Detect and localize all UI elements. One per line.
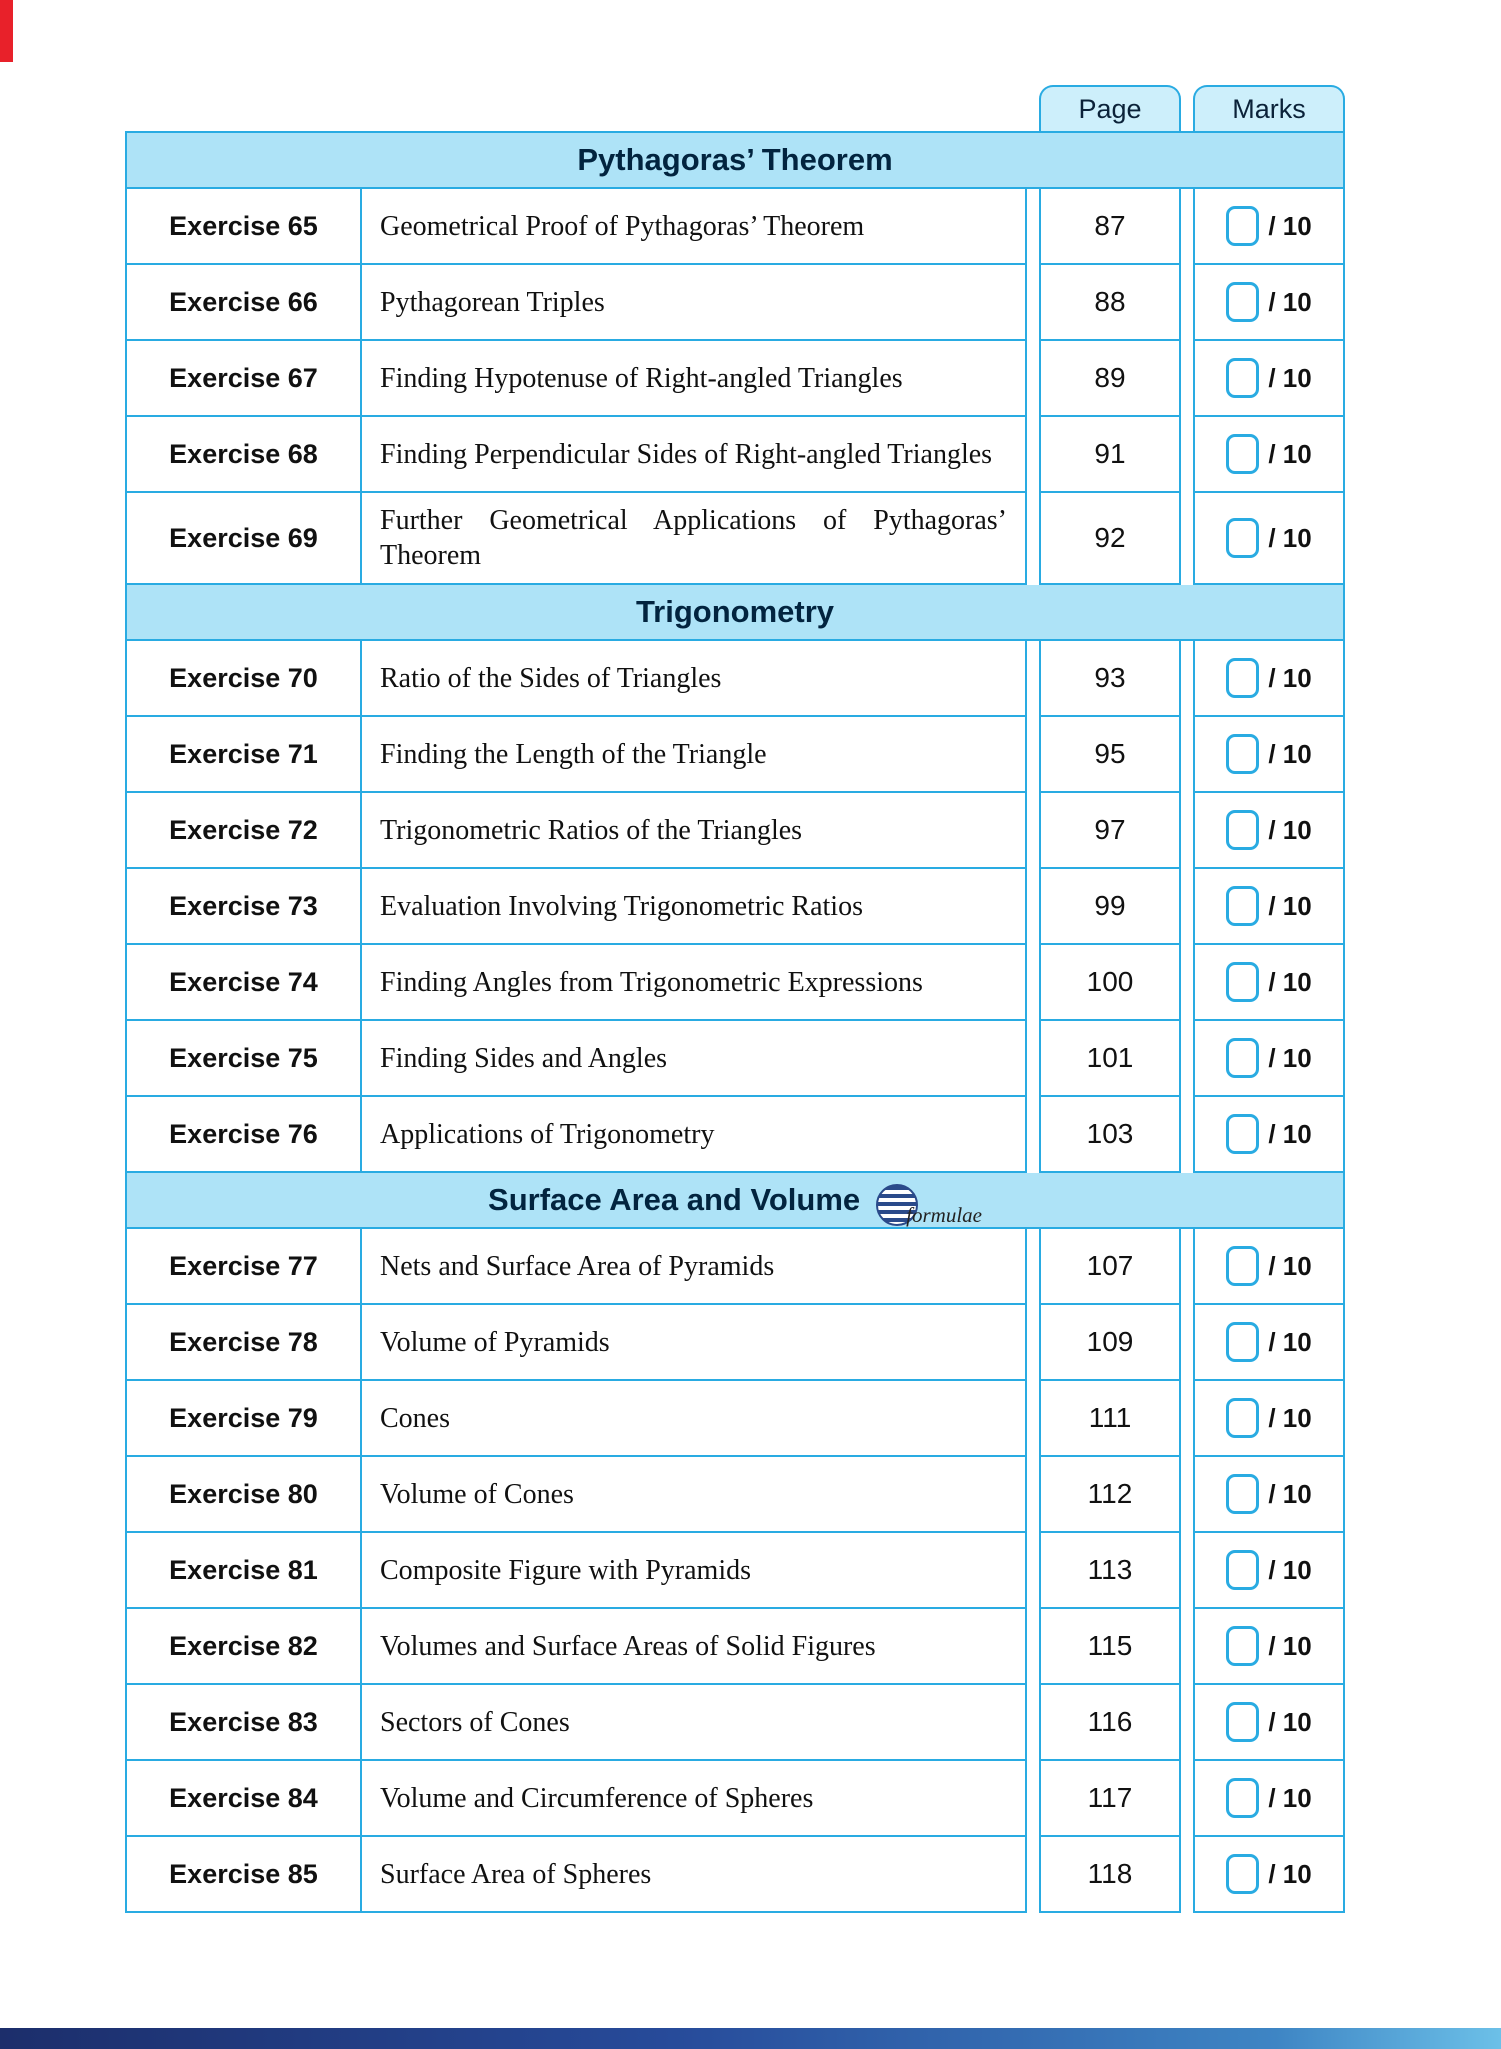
page-cell	[1039, 945, 1181, 1021]
exercise-label: Exercise 78	[169, 1326, 318, 1357]
exercise-title-cell	[362, 1229, 1027, 1305]
marks-cell	[1193, 1761, 1345, 1837]
marks-cell	[1193, 1381, 1345, 1457]
section-title: Surface Area and Volume	[488, 1182, 861, 1217]
marks-denominator: / 10	[1268, 522, 1312, 553]
column-gap	[1181, 793, 1193, 869]
exercise-cell	[125, 1305, 362, 1381]
column-gap	[1027, 869, 1039, 945]
page-number: 99	[1094, 890, 1126, 921]
exercise-label: Exercise 79	[169, 1402, 318, 1433]
marks-checkbox[interactable]	[1226, 658, 1259, 698]
column-gap	[1027, 1685, 1039, 1761]
page-cell	[1039, 1021, 1181, 1097]
footer-bar	[0, 2028, 1501, 2049]
column-gap	[1027, 417, 1039, 493]
marks-denominator: / 10	[1268, 1706, 1312, 1737]
marks-denominator: / 10	[1268, 362, 1312, 393]
exercise-cell	[125, 1381, 362, 1457]
marks-denominator: / 10	[1268, 438, 1312, 469]
exercise-title: Finding Sides and Angles	[380, 1042, 668, 1074]
exercise-cell	[125, 265, 362, 341]
exercise-title-cell	[362, 1097, 1027, 1173]
column-gap	[1181, 1609, 1193, 1685]
column-gap	[1027, 641, 1039, 717]
column-gap	[1181, 1229, 1193, 1305]
exercise-label: Exercise 76	[169, 1118, 318, 1149]
exercise-label: Exercise 80	[169, 1478, 318, 1509]
exercise-title: Pythagorean Triples	[380, 286, 605, 318]
marks-checkbox[interactable]	[1226, 810, 1259, 850]
marks-denominator: / 10	[1268, 662, 1312, 693]
marks-denominator: / 10	[1268, 1782, 1312, 1813]
marks-denominator: / 10	[1268, 1554, 1312, 1585]
page-cell	[1039, 265, 1181, 341]
marks-cell	[1193, 793, 1345, 869]
column-gap	[1027, 1381, 1039, 1457]
page-number: 93	[1094, 662, 1126, 693]
marks-column-tab	[1193, 85, 1345, 131]
page-cell	[1039, 1229, 1181, 1305]
page-number: 91	[1094, 438, 1126, 469]
exercise-title-cell	[362, 945, 1027, 1021]
formulae-badge	[876, 1184, 982, 1226]
page-number: 87	[1094, 210, 1126, 241]
page-number: 101	[1086, 1042, 1134, 1073]
marks-denominator: / 10	[1268, 1118, 1312, 1149]
marks-denominator: / 10	[1268, 966, 1312, 997]
marks-cell	[1193, 1685, 1345, 1761]
marks-denominator: / 10	[1268, 738, 1312, 769]
exercise-title-cell	[362, 1609, 1027, 1685]
column-gap	[1027, 1609, 1039, 1685]
marks-denominator: / 10	[1268, 1630, 1312, 1661]
column-gap	[1027, 1305, 1039, 1381]
marks-checkbox[interactable]	[1226, 886, 1259, 926]
page-number: 107	[1086, 1250, 1134, 1281]
exercise-title-cell	[362, 1381, 1027, 1457]
column-gap	[1181, 341, 1193, 417]
column-gap	[1181, 945, 1193, 1021]
exercise-cell	[125, 493, 362, 585]
marks-denominator: / 10	[1268, 1326, 1312, 1357]
column-gap	[1027, 189, 1039, 265]
marks-cell	[1193, 341, 1345, 417]
marks-denominator: / 10	[1268, 210, 1312, 241]
marks-checkbox[interactable]	[1226, 1246, 1259, 1286]
marks-cell	[1193, 1837, 1345, 1913]
exercise-title-cell	[362, 417, 1027, 493]
exercise-label: Exercise 73	[169, 890, 318, 921]
column-gap	[1181, 1457, 1193, 1533]
page-number: 103	[1086, 1118, 1134, 1149]
page-number: 97	[1094, 814, 1126, 845]
column-gap	[1027, 1457, 1039, 1533]
marks-cell	[1193, 1229, 1345, 1305]
exercise-title: Finding the Length of the Triangle	[380, 738, 767, 770]
page-number: 95	[1094, 738, 1126, 769]
marks-checkbox[interactable]	[1226, 282, 1259, 322]
formulae-badge-label: formulae	[906, 1203, 982, 1227]
marks-cell	[1193, 1021, 1345, 1097]
page-cell	[1039, 1685, 1181, 1761]
page-cell	[1039, 1837, 1181, 1913]
marks-cell	[1193, 189, 1345, 265]
marks-checkbox[interactable]	[1226, 1474, 1259, 1514]
column-gap	[1181, 1685, 1193, 1761]
section-header	[125, 585, 1345, 641]
exercise-title-cell	[362, 1761, 1027, 1837]
marks-cell	[1193, 1533, 1345, 1609]
exercise-title: Trigonometric Ratios of the Triangles	[380, 814, 803, 846]
exercise-label: Exercise 81	[169, 1554, 318, 1585]
marks-checkbox[interactable]	[1226, 734, 1259, 774]
exercise-cell	[125, 869, 362, 945]
exercise-cell	[125, 189, 362, 265]
exercise-label: Exercise 67	[169, 362, 318, 393]
page-tab-label: Page	[1078, 93, 1142, 124]
exercise-label: Exercise 83	[169, 1706, 318, 1737]
marks-denominator: / 10	[1268, 814, 1312, 845]
exercise-cell	[125, 1761, 362, 1837]
exercise-cell	[125, 341, 362, 417]
marks-cell	[1193, 641, 1345, 717]
marks-cell	[1193, 1457, 1345, 1533]
exercise-label: Exercise 74	[169, 966, 318, 997]
column-gap	[1027, 945, 1039, 1021]
exercise-title-cell	[362, 341, 1027, 417]
page-number: 117	[1087, 1782, 1133, 1813]
exercise-title-cell	[362, 1457, 1027, 1533]
section-header	[125, 133, 1345, 189]
exercise-title: Volume of Pyramids	[380, 1326, 610, 1358]
page-cell	[1039, 1761, 1181, 1837]
page-cell	[1039, 341, 1181, 417]
column-gap	[1181, 1837, 1193, 1913]
column-gap	[1027, 341, 1039, 417]
exercise-label: Exercise 82	[169, 1630, 318, 1661]
marks-denominator: / 10	[1268, 1402, 1312, 1433]
page-cell	[1039, 1305, 1181, 1381]
column-gap	[1027, 717, 1039, 793]
page-number: 111	[1088, 1402, 1132, 1433]
section-title: Pythagoras’ Theorem	[577, 142, 893, 177]
exercise-label: Exercise 85	[169, 1858, 318, 1889]
column-gap	[1027, 1533, 1039, 1609]
column-gap	[1181, 1021, 1193, 1097]
exercise-cell	[125, 793, 362, 869]
column-tabs	[125, 85, 1345, 131]
page-number: 112	[1087, 1478, 1133, 1509]
column-gap	[1027, 1021, 1039, 1097]
column-gap	[1181, 1097, 1193, 1173]
marks-cell	[1193, 1097, 1345, 1173]
marks-cell	[1193, 717, 1345, 793]
exercise-label: Exercise 66	[169, 286, 318, 317]
page-column-tab	[1039, 85, 1181, 131]
marks-cell	[1193, 869, 1345, 945]
page-number: 89	[1094, 362, 1126, 393]
marks-checkbox[interactable]	[1226, 1854, 1259, 1894]
column-gap	[1181, 1381, 1193, 1457]
marks-checkbox[interactable]	[1226, 1626, 1259, 1666]
exercise-title: Volume of Cones	[380, 1478, 574, 1510]
marks-checkbox[interactable]	[1226, 1114, 1259, 1154]
exercise-label: Exercise 77	[169, 1250, 318, 1281]
marks-cell	[1193, 265, 1345, 341]
exercise-cell	[125, 1229, 362, 1305]
exercise-title: Finding Perpendicular Sides of Right-angled Triangles	[380, 438, 993, 470]
marks-checkbox[interactable]	[1226, 1038, 1259, 1078]
marks-cell	[1193, 1609, 1345, 1685]
exercise-label: Exercise 70	[169, 662, 318, 693]
page-cell	[1039, 1533, 1181, 1609]
marks-denominator: / 10	[1268, 1042, 1312, 1073]
column-gap	[1181, 717, 1193, 793]
exercise-title: Sectors of Cones	[380, 1706, 570, 1738]
exercise-label: Exercise 72	[169, 814, 318, 845]
exercise-cell	[125, 717, 362, 793]
page-cell	[1039, 717, 1181, 793]
page-number: 113	[1087, 1554, 1133, 1585]
exercise-cell	[125, 1457, 362, 1533]
marks-checkbox[interactable]	[1226, 1550, 1259, 1590]
exercise-title: Applications of Trigonometry	[380, 1118, 715, 1150]
exercise-title-cell	[362, 641, 1027, 717]
marks-checkbox[interactable]	[1226, 358, 1259, 398]
page-cell	[1039, 417, 1181, 493]
column-gap	[1181, 641, 1193, 717]
column-gap	[1181, 869, 1193, 945]
exercise-title: Volumes and Surface Areas of Solid Figures	[380, 1630, 876, 1662]
exercise-title-cell	[362, 869, 1027, 945]
page-number: 115	[1087, 1630, 1133, 1661]
marks-cell	[1193, 493, 1345, 585]
exercise-cell	[125, 1837, 362, 1913]
column-gap	[1181, 417, 1193, 493]
marks-cell	[1193, 945, 1345, 1021]
page-cell	[1039, 189, 1181, 265]
exercise-title-cell	[362, 189, 1027, 265]
exercise-title: Finding Angles from Trigonometric Expressions	[380, 966, 923, 998]
marks-denominator: / 10	[1268, 286, 1312, 317]
exercise-cell	[125, 1097, 362, 1173]
page-cell	[1039, 1097, 1181, 1173]
column-gap	[1181, 189, 1193, 265]
page-number: 100	[1086, 966, 1134, 997]
marks-checkbox[interactable]	[1226, 962, 1259, 1002]
column-gap	[1027, 1229, 1039, 1305]
exercise-cell	[125, 945, 362, 1021]
exercise-title-cell	[362, 1533, 1027, 1609]
page-number: 88	[1094, 286, 1126, 317]
marks-checkbox[interactable]	[1226, 1702, 1259, 1742]
exercise-title: Cones	[380, 1402, 450, 1434]
exercise-label: Exercise 71	[169, 738, 318, 769]
page-number: 92	[1094, 522, 1126, 553]
page-cell	[1039, 1381, 1181, 1457]
exercise-title-cell	[362, 1837, 1027, 1913]
page-cell	[1039, 1609, 1181, 1685]
page-cell	[1039, 793, 1181, 869]
exercise-label: Exercise 75	[169, 1042, 318, 1073]
column-gap	[1181, 265, 1193, 341]
exercise-title-cell	[362, 1021, 1027, 1097]
exercise-cell	[125, 1685, 362, 1761]
marks-denominator: / 10	[1268, 1858, 1312, 1889]
column-gap	[1027, 493, 1039, 585]
exercise-cell	[125, 417, 362, 493]
exercise-title: Nets and Surface Area of Pyramids	[380, 1250, 775, 1282]
page-cell	[1039, 1457, 1181, 1533]
section-header	[125, 1173, 1345, 1229]
exercise-title: Geometrical Proof of Pythagoras’ Theorem	[380, 210, 865, 242]
marks-denominator: / 10	[1268, 1478, 1312, 1509]
marks-denominator: / 10	[1268, 890, 1312, 921]
exercise-cell	[125, 641, 362, 717]
exercise-title-cell	[362, 793, 1027, 869]
exercise-title-cell	[362, 493, 1027, 585]
column-gap	[1027, 793, 1039, 869]
page-cell	[1039, 869, 1181, 945]
exercise-cell	[125, 1533, 362, 1609]
column-gap	[1181, 1761, 1193, 1837]
marks-checkbox[interactable]	[1226, 518, 1259, 558]
column-gap	[1181, 1533, 1193, 1609]
page-cell	[1039, 493, 1181, 585]
column-gap	[1027, 1097, 1039, 1173]
exercise-cell	[125, 1609, 362, 1685]
column-gap	[1027, 265, 1039, 341]
exercise-title: Composite Figure with Pyramids	[380, 1554, 751, 1586]
exercise-title: Surface Area of Spheres	[380, 1858, 652, 1890]
red-corner-stripe	[0, 0, 13, 62]
exercise-title: Further Geometrical Applications of Pythagoras’ Theorem	[380, 505, 1007, 571]
marks-checkbox[interactable]	[1226, 1398, 1259, 1438]
marks-cell	[1193, 417, 1345, 493]
column-gap	[1181, 1305, 1193, 1381]
exercise-title-cell	[362, 717, 1027, 793]
exercise-label: Exercise 65	[169, 210, 318, 241]
page-number: 109	[1086, 1326, 1134, 1357]
exercise-title-cell	[362, 265, 1027, 341]
exercise-title: Ratio of the Sides of Triangles	[380, 662, 722, 694]
exercise-title: Volume and Circumference of Spheres	[380, 1782, 814, 1814]
marks-cell	[1193, 1305, 1345, 1381]
marks-tab-label: Marks	[1232, 93, 1306, 124]
exercise-label: Exercise 84	[169, 1782, 318, 1813]
exercise-title: Evaluation Involving Trigonometric Ratios	[380, 890, 863, 922]
exercise-title-cell	[362, 1685, 1027, 1761]
marks-checkbox[interactable]	[1226, 206, 1259, 246]
page-number: 118	[1087, 1858, 1133, 1889]
exercise-title: Finding Hypotenuse of Right-angled Triangles	[380, 362, 903, 394]
marks-checkbox[interactable]	[1226, 1322, 1259, 1362]
exercise-cell	[125, 1021, 362, 1097]
page-cell	[1039, 641, 1181, 717]
exercise-label: Exercise 69	[169, 522, 318, 553]
column-gap	[1027, 1837, 1039, 1913]
marks-checkbox[interactable]	[1226, 434, 1259, 474]
section-title: Trigonometry	[635, 594, 835, 629]
contents-area	[125, 85, 1345, 1913]
column-gap	[1027, 1761, 1039, 1837]
page-number: 116	[1087, 1706, 1133, 1737]
marks-denominator: / 10	[1268, 1250, 1312, 1281]
exercise-title-cell	[362, 1305, 1027, 1381]
marks-checkbox[interactable]	[1226, 1778, 1259, 1818]
column-gap	[1181, 493, 1193, 585]
exercise-label: Exercise 68	[169, 438, 318, 469]
contents-table	[125, 131, 1345, 1913]
